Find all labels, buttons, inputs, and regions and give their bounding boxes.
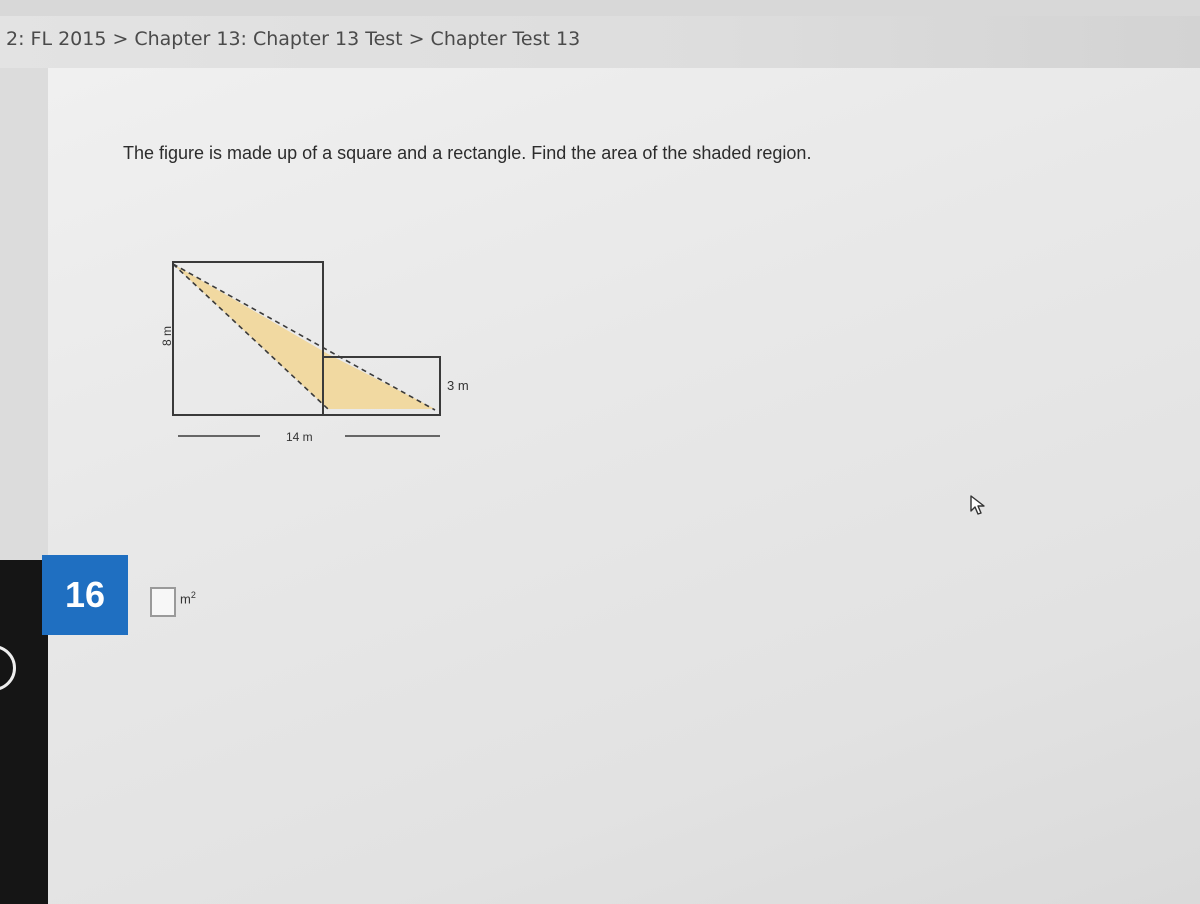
question-text: The figure is made up of a square and a rectangle. Find the area of the shaded region.: [123, 143, 812, 163]
breadcrumb-separator: >: [112, 28, 129, 50]
unit-exponent: 2: [190, 590, 196, 600]
figure-svg: [160, 250, 469, 450]
diagonal-dashed-line: [173, 264, 435, 410]
browser-top-strip: [0, 0, 1200, 16]
square-side-label: 8 m: [160, 325, 174, 346]
breadcrumb-separator: >: [408, 28, 425, 50]
breadcrumb: [6, 28, 580, 50]
breadcrumb-chapter[interactable]: Chapter 13: Chapter 13 Test: [134, 28, 403, 50]
screen-bezel-left: [0, 560, 48, 904]
answer-input[interactable]: [150, 587, 176, 617]
question-number-badge: 16: [42, 555, 128, 635]
breadcrumb-test: Chapter Test 13: [430, 28, 581, 50]
mouse-pointer-icon: [968, 494, 988, 521]
unit-base: m: [180, 591, 191, 607]
answer-unit: [180, 590, 196, 606]
geometry-figure: [160, 250, 469, 455]
breadcrumb-course[interactable]: 2: FL 2015: [6, 28, 107, 50]
width-label: 14 m: [286, 430, 313, 444]
rect-height-label: 3 m: [447, 378, 469, 393]
question-content-area: [48, 68, 1200, 904]
